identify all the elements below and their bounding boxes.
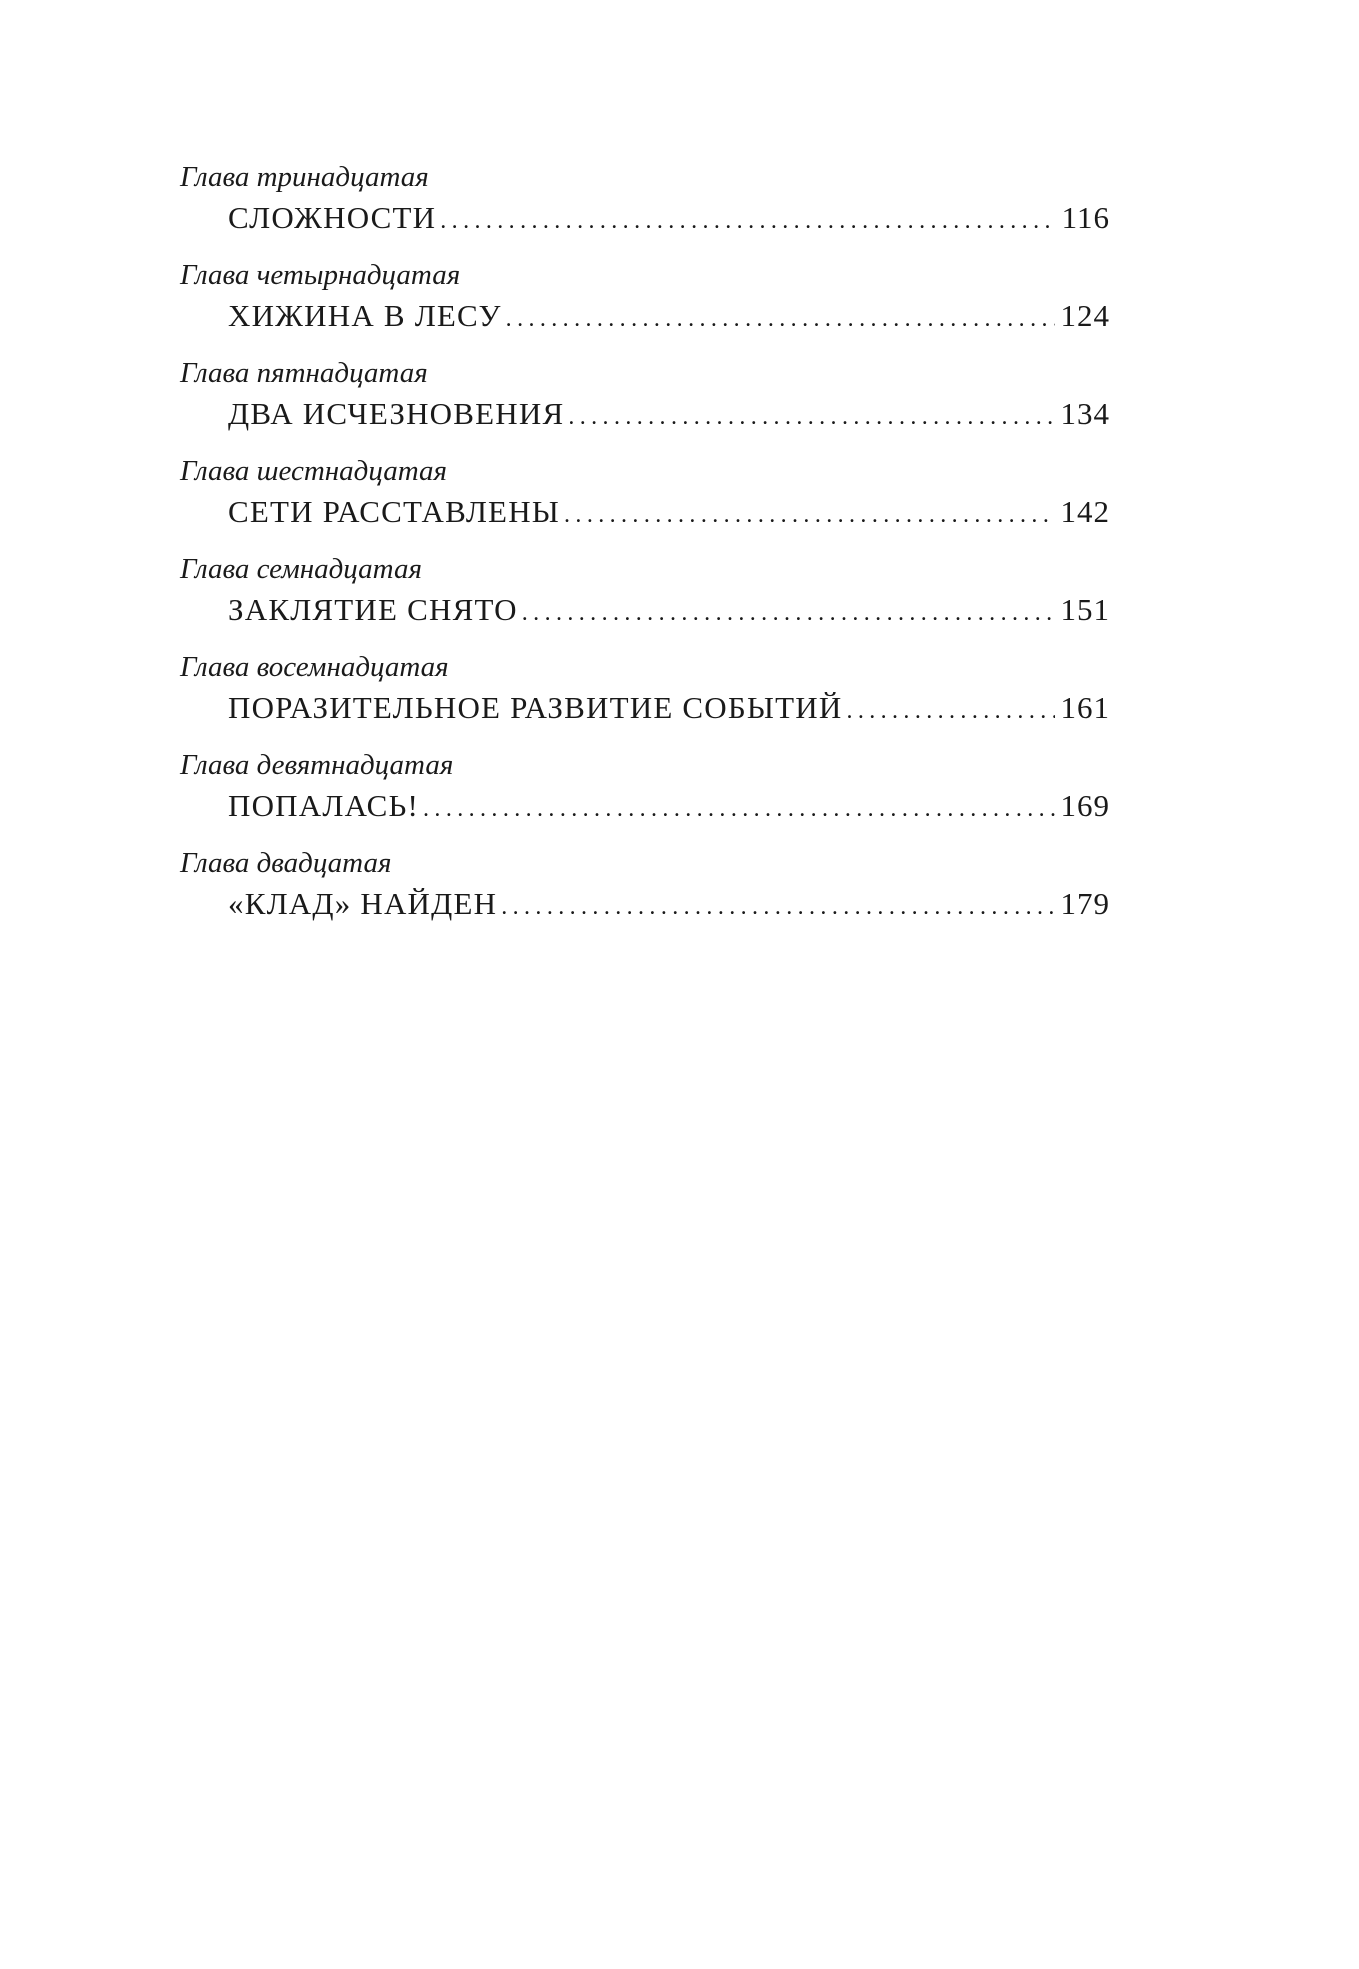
toc-entry[interactable]	[180, 356, 1110, 454]
dot-leader	[522, 593, 1055, 633]
chapter-title-line	[228, 394, 1110, 434]
chapter-title: ХИЖИНА В ЛЕСУ	[228, 296, 506, 336]
chapter-title-line	[228, 884, 1110, 924]
chapter-title-line	[228, 590, 1110, 630]
dot-leader	[423, 789, 1054, 829]
chapter-title-line	[228, 492, 1110, 532]
chapter-label: Глава девятнадцатая	[180, 749, 454, 781]
dot-leader	[440, 201, 1055, 241]
dot-leader	[506, 299, 1055, 339]
chapter-title: ДВА ИСЧЕЗНОВЕНИЯ	[228, 394, 568, 434]
dot-leader	[501, 887, 1054, 927]
toc-entry[interactable]	[180, 748, 1110, 846]
chapter-label: Глава шестнадцатая	[180, 455, 447, 487]
dot-leader	[846, 691, 1054, 731]
page-number: 169	[1060, 788, 1110, 823]
toc-entry[interactable]	[180, 846, 1110, 944]
toc-entry[interactable]	[180, 258, 1110, 356]
page-number: 134	[1060, 396, 1110, 431]
chapter-title: «КЛАД» НАЙДЕН	[228, 884, 501, 924]
toc-entry[interactable]	[180, 454, 1110, 552]
chapter-label: Глава двадцатая	[180, 847, 392, 879]
chapter-label: Глава четырнадцатая	[180, 259, 461, 291]
toc-entry[interactable]	[180, 552, 1110, 650]
page-number: 116	[1061, 200, 1110, 235]
page-number: 124	[1060, 298, 1110, 333]
page-number: 161	[1060, 690, 1110, 725]
chapter-title: ПОПАЛАСЬ!	[228, 786, 423, 826]
toc-entry[interactable]	[180, 650, 1110, 748]
chapter-title: ЗАКЛЯТИЕ СНЯТО	[228, 590, 522, 630]
chapter-title: СЕТИ РАССТАВЛЕНЫ	[228, 492, 564, 532]
page-number: 142	[1060, 494, 1110, 529]
chapter-label: Глава восемнадцатая	[180, 651, 449, 683]
chapter-title: ПОРАЗИТЕЛЬНОЕ РАЗВИТИЕ СОБЫТИЙ	[228, 688, 846, 728]
chapter-title: СЛОЖНОСТИ	[228, 198, 440, 238]
chapter-label: Глава семнадцатая	[180, 553, 422, 585]
page-number: 179	[1060, 886, 1110, 921]
dot-leader	[568, 397, 1054, 437]
dot-leader	[564, 495, 1054, 535]
chapter-title-line	[228, 688, 1110, 728]
chapter-title-line	[228, 296, 1110, 336]
page-number: 151	[1060, 592, 1110, 627]
chapter-label: Глава тринадцатая	[180, 161, 429, 193]
chapter-title-line	[228, 786, 1110, 826]
chapter-label: Глава пятнадцатая	[180, 357, 428, 389]
toc-entry[interactable]	[180, 160, 1110, 258]
table-of-contents	[180, 160, 1110, 944]
chapter-title-line	[228, 198, 1110, 238]
